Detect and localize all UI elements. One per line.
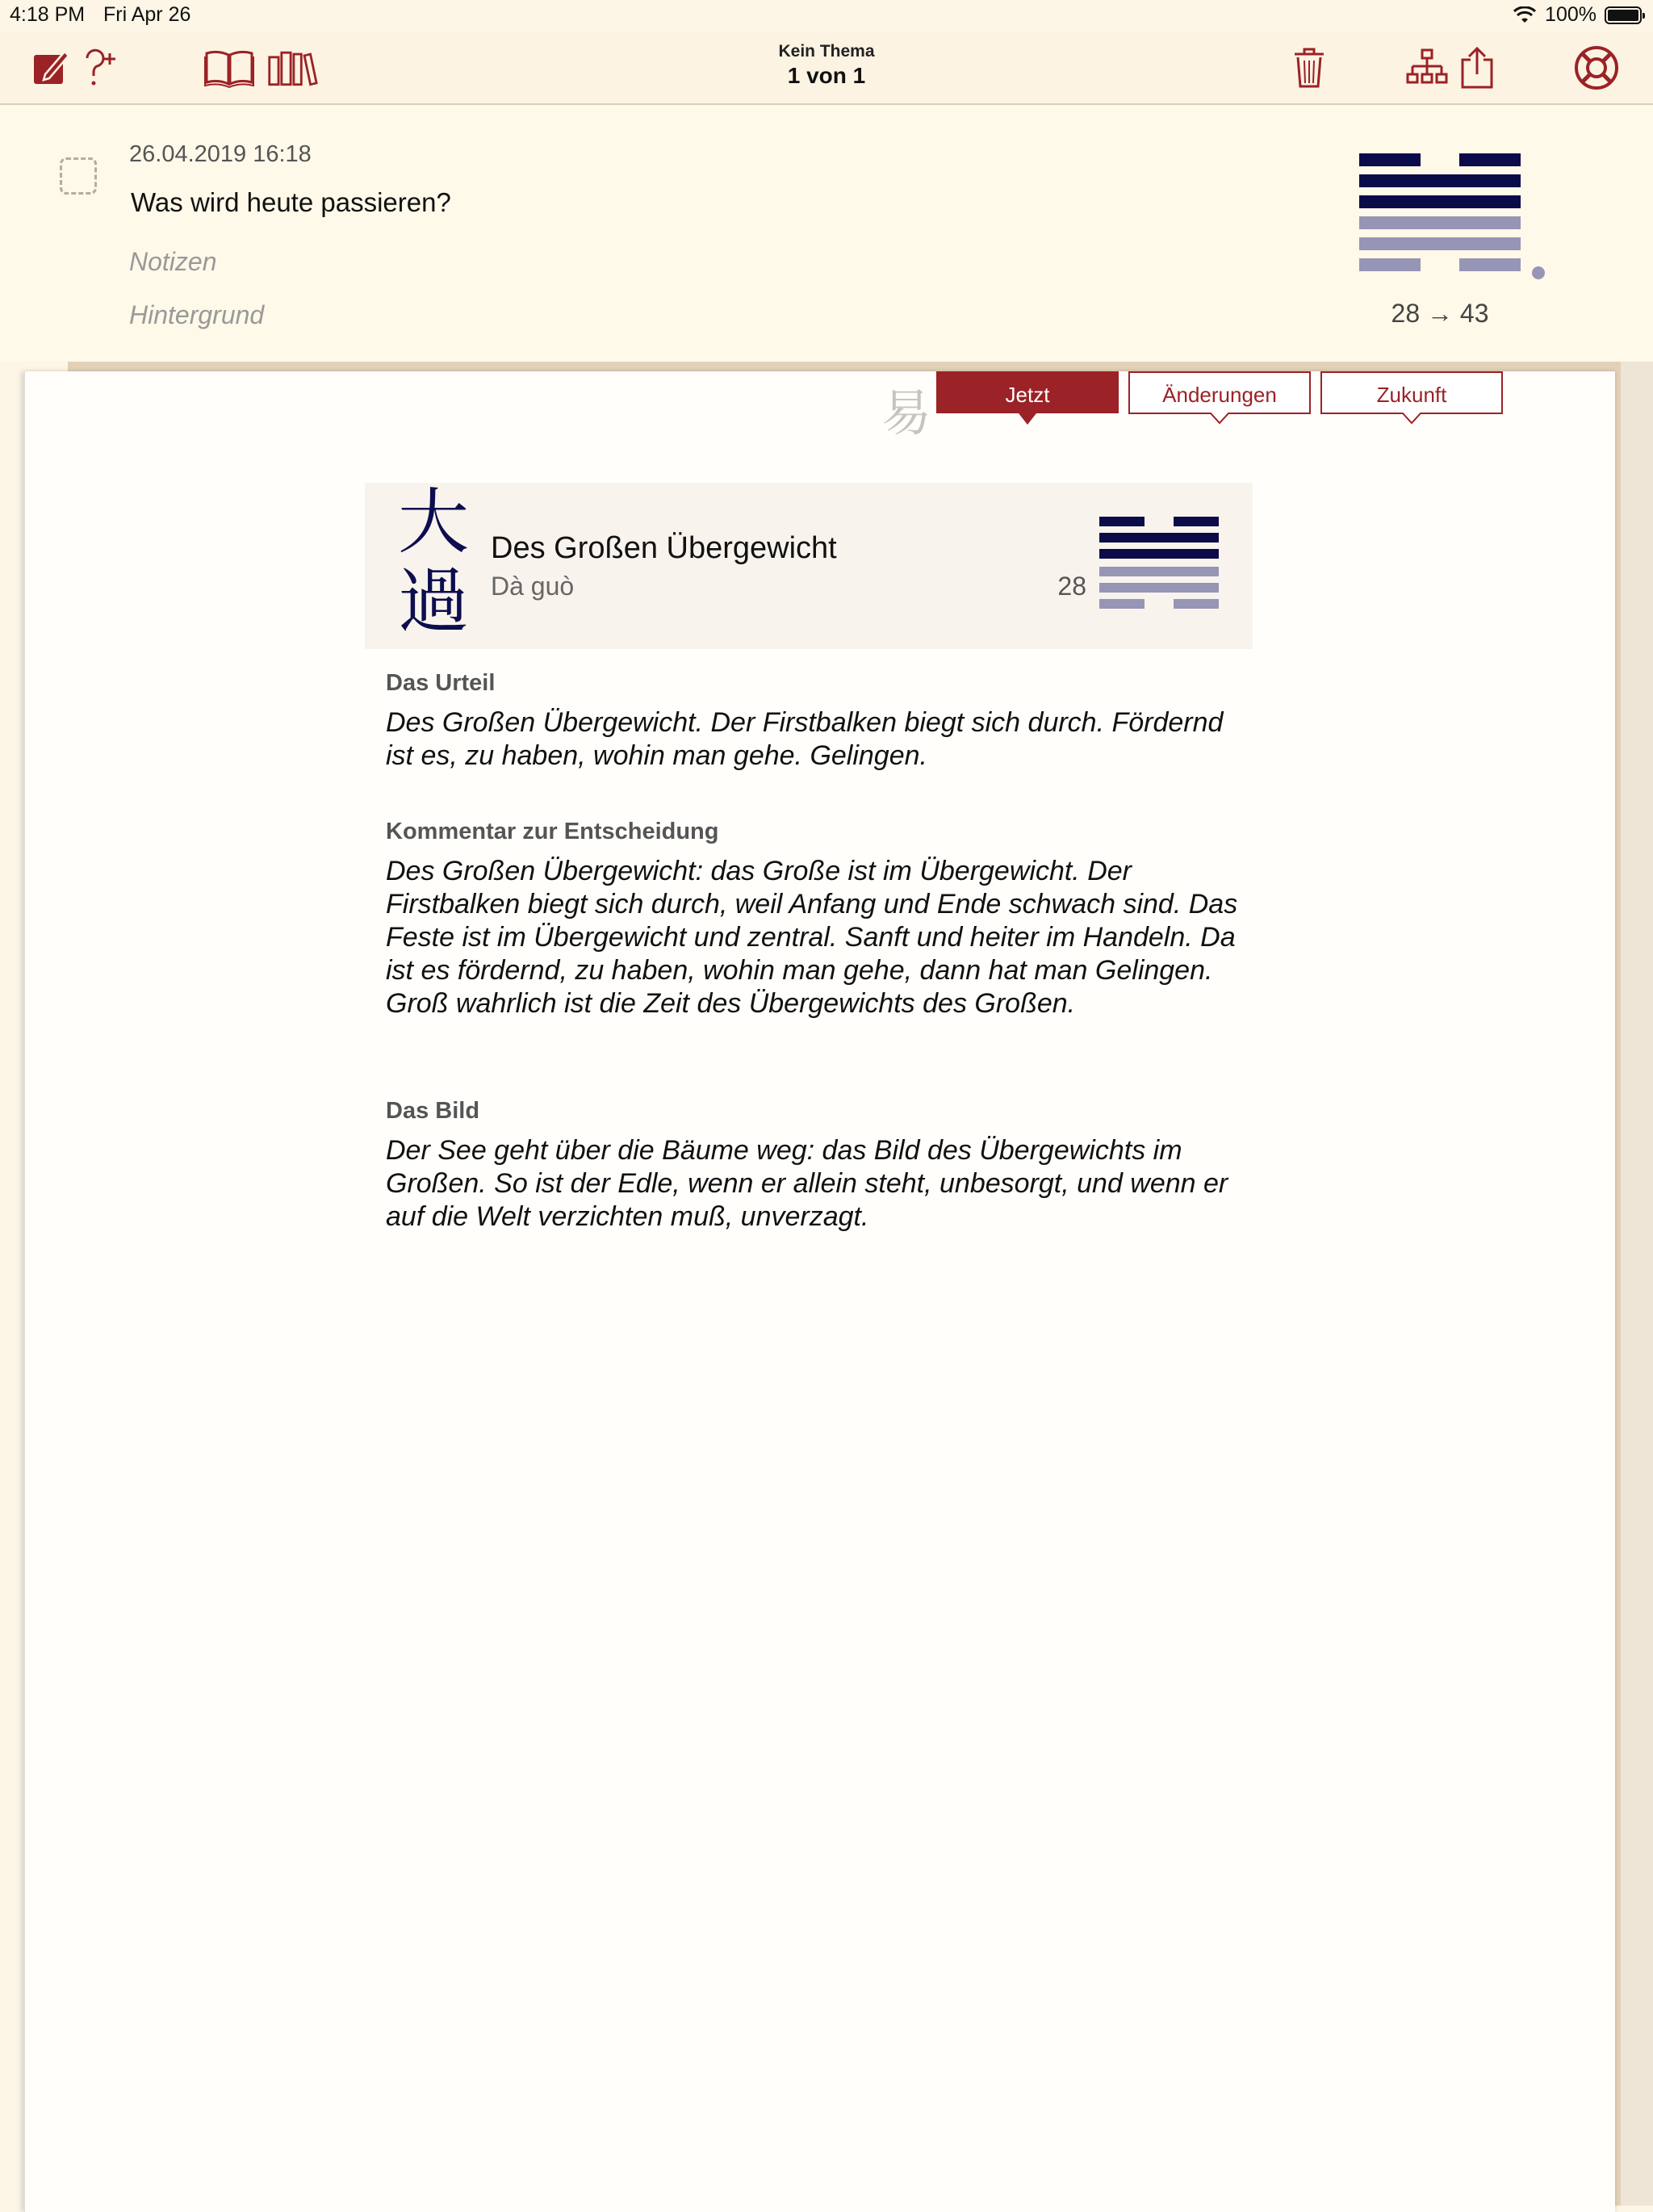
hexagram-line: [1459, 153, 1521, 166]
toolbar: [0, 32, 1653, 105]
hexagram-line: [1359, 237, 1521, 250]
hexagram-line: [1099, 567, 1219, 576]
query-checkbox[interactable]: [60, 157, 97, 195]
section-heading-kommentar: Kommentar zur Entscheidung: [386, 819, 719, 844]
glyph-top: 大: [397, 480, 469, 563]
battery-icon: [1605, 6, 1642, 24]
section-text-bild: Der See geht über die Bäume weg: das Bild des Übergewichts im Großen. So ist der Edle, wenn er allein steht, unbesorgt, und wenn er auf die Welt verzichten muß, unverzagt.: [386, 1135, 1228, 1232]
hexagram-line: [1099, 517, 1145, 526]
share-icon[interactable]: [1451, 42, 1503, 94]
battery-percent: 100%: [1545, 3, 1597, 26]
hexagram-line: [1359, 195, 1521, 208]
notes-field[interactable]: Notizen: [129, 247, 217, 276]
hexagram-chinese-glyph: [389, 480, 478, 643]
hexagram-line: [1099, 533, 1219, 543]
query-hexagram[interactable]: [1359, 152, 1521, 283]
status-bar: [0, 0, 1653, 32]
tab-zukunft-label: Zukunft: [1376, 383, 1447, 407]
section-heading-urteil: Das Urteil: [386, 670, 496, 696]
hexagram-number: 28: [1057, 572, 1086, 601]
hexagram-transition: 28 → 43: [1391, 299, 1489, 328]
tab-aenderungen[interactable]: [1128, 371, 1311, 423]
changing-line-dot: [1530, 265, 1546, 281]
query-date: 26.04.2019 16:18: [129, 141, 312, 167]
status-date: Fri Apr 26: [103, 3, 191, 26]
background-field[interactable]: Hintergrund: [129, 300, 265, 329]
position-label: 1 von 1: [787, 63, 866, 88]
hexagram-title: Des Großen Übergewicht: [491, 531, 837, 565]
section-heading-bild: Das Bild: [386, 1098, 480, 1124]
tab-aenderungen-label: Änderungen: [1162, 383, 1277, 407]
status-time: 4:18 PM: [10, 3, 86, 26]
query-question[interactable]: Was wird heute passieren?: [131, 187, 451, 217]
hexagram-small: [1099, 515, 1219, 617]
wifi-icon: [1513, 6, 1537, 24]
section-text-urteil: Des Großen Übergewicht. Der Firstbalken biegt sich durch. Fördernd ist es, zu haben, wohin man gehe. Gelingen.: [386, 707, 1224, 771]
hierarchy-icon[interactable]: [1401, 42, 1453, 94]
tab-jetzt-label: Jetzt: [1005, 383, 1050, 407]
tab-jetzt[interactable]: [936, 371, 1119, 423]
theme-label: Kein Thema: [778, 42, 875, 61]
hexagram-line: [1459, 258, 1521, 271]
yi-glyph: 易: [881, 383, 932, 442]
lifebuoy-icon[interactable]: [1571, 42, 1622, 94]
hexagram-line: [1099, 549, 1219, 559]
hexagram-line: [1359, 153, 1421, 166]
section-text-kommentar: Des Großen Übergewicht: das Große ist im Übergewicht. Der Firstbalken biegt sich durch, weil Anfang und Ende schwach sind. Das Feste ist im Übergewicht und zentral. Sanft und heiter im Handeln. Da ist es fördernd, zu haben, wohin man gehe, dann hat man Gelingen. Groß wahrlich ist die Zeit des Übergewichts des Großen.: [386, 856, 1238, 1019]
glyph-bottom: 過: [397, 559, 469, 643]
status-right: [1513, 3, 1642, 27]
tab-zukunft[interactable]: [1320, 371, 1503, 423]
hexagram-pinyin: Dà guò: [491, 572, 575, 601]
hexagram-line: [1174, 599, 1219, 609]
hexagram-line: [1359, 174, 1521, 187]
hexagram-line: [1359, 258, 1421, 271]
hexagram-line: [1099, 583, 1219, 593]
hexagram-line: [1359, 216, 1521, 229]
trash-icon[interactable]: [1283, 42, 1335, 94]
hexagram-line: [1174, 517, 1219, 526]
hexagram-line: [1099, 599, 1145, 609]
